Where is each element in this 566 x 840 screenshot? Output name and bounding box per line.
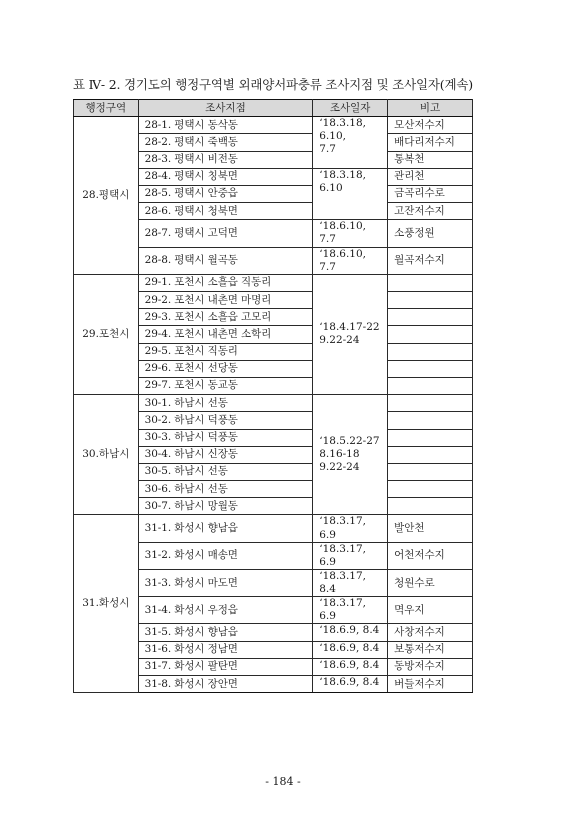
header-site: 조사지점 [138,100,313,117]
date-cell: ‘18.3.18, 6.10, 7.7 [313,117,388,169]
note-cell [388,292,473,309]
site-cell: 30-2. 하남시 덕풍동 [138,412,313,429]
site-cell: 28-4. 평택시 칭북면 [138,168,313,185]
region-cell: 30.하남시 [74,395,139,515]
date-cell: ‘18.6.10, 7.7 [313,247,388,274]
table-body [74,117,473,693]
site-cell: 28-7. 평택시 고덕면 [138,220,313,247]
site-cell: 30-7. 하남시 망월동 [138,498,313,515]
note-cell: 모산저수지 [388,117,473,134]
note-cell: 사창저수지 [388,624,473,641]
survey-table [73,99,473,693]
site-cell: 31-7. 화성시 팔탄면 [138,658,313,675]
date-cell: ‘18.3.17, 8.4 [313,569,388,596]
date-cell: ‘18.4.17-22 9.22-24 [313,274,388,394]
table-row [74,274,473,291]
note-cell: 버들저수지 [388,676,473,693]
note-cell [388,498,473,515]
page-number: - 184 - [265,775,301,788]
site-cell: 30-3. 하남시 덕풍동 [138,429,313,446]
note-cell: 보통저수지 [388,641,473,658]
site-cell: 31-6. 화성시 정남면 [138,641,313,658]
site-cell: 31-3. 화성시 마도면 [138,569,313,596]
site-cell: 28-6. 평택시 청북면 [138,203,313,220]
site-cell: 31-1. 화성시 향남읍 [138,515,313,542]
site-cell: 30-4. 하남시 신장동 [138,446,313,463]
date-cell: ‘18.3.18, 6.10 [313,168,388,220]
note-cell [388,446,473,463]
site-cell: 31-5. 화성시 향남읍 [138,624,313,641]
site-cell: 29-7. 포천시 동교동 [138,377,313,394]
region-cell: 31.화성시 [74,515,139,693]
site-cell: 28-1. 평택시 동삭동 [138,117,313,134]
note-cell: 금곡리수로 [388,185,473,202]
note-cell: 발안천 [388,515,473,542]
site-cell: 29-5. 포천시 직동리 [138,343,313,360]
region-cell: 28.평택시 [74,117,139,275]
site-cell: 28-5. 평택시 안중읍 [138,185,313,202]
note-cell: 소풍정원 [388,220,473,247]
date-cell: ‘18.5.22-27 8.16-18 9.22-24 [313,395,388,515]
table-row [74,395,473,412]
site-cell: 29-2. 포천시 내촌면 마명리 [138,292,313,309]
note-cell [388,343,473,360]
table-row [74,515,473,542]
site-cell: 28-3. 평택시 비전동 [138,151,313,168]
site-cell: 30-6. 하남시 선동 [138,481,313,498]
header-note: 비고 [388,100,473,117]
note-cell [388,377,473,394]
site-cell: 30-1. 하남시 선동 [138,395,313,412]
site-cell: 31-8. 화성시 장안면 [138,676,313,693]
date-cell: ‘18.3.17, 6.9 [313,597,388,624]
note-cell [388,429,473,446]
date-cell: ‘18.3.17, 6.9 [313,542,388,569]
region-cell: 29.포천시 [74,274,139,394]
note-cell: 고잔저수지 [388,203,473,220]
note-cell [388,360,473,377]
header-region: 행정구역 [74,100,139,117]
site-cell: 28-2. 평택시 죽백동 [138,134,313,151]
table-caption: 표 Ⅳ- 2. 경기도의 행정구역별 외래양서파충류 조사지점 및 조사일자(계속) [73,77,473,92]
table-header-row [74,100,473,117]
date-cell: ‘18.6.9, 8.4 [313,641,388,658]
note-cell [388,309,473,326]
note-cell [388,395,473,412]
date-cell: ‘18.6.10, 7.7 [313,220,388,247]
note-cell: 청원수로 [388,569,473,596]
note-cell [388,326,473,343]
site-cell: 30-5. 하남시 선동 [138,463,313,480]
note-cell [388,481,473,498]
site-cell: 28-8. 평택시 월곡동 [138,247,313,274]
note-cell: 배다리저수지 [388,134,473,151]
note-cell [388,463,473,480]
note-cell: 월곡저수지 [388,247,473,274]
table-row [74,117,473,134]
note-cell: 통복천 [388,151,473,168]
note-cell: 동방저수지 [388,658,473,675]
note-cell: 관리천 [388,168,473,185]
site-cell: 31-2. 화성시 매송면 [138,542,313,569]
note-cell: 멱우지 [388,597,473,624]
note-cell [388,412,473,429]
note-cell [388,274,473,291]
note-cell: 어천저수지 [388,542,473,569]
site-cell: 29-1. 포천시 소흘읍 직동리 [138,274,313,291]
site-cell: 31-4. 화성시 우정읍 [138,597,313,624]
date-cell: ‘18.3.17, 6.9 [313,515,388,542]
header-date: 조사일자 [313,100,388,117]
date-cell: ‘18.6.9, 8.4 [313,658,388,675]
site-cell: 29-3. 포천시 소흘읍 고모리 [138,309,313,326]
date-cell: ‘18.6.9, 8.4 [313,624,388,641]
site-cell: 29-6. 포천시 선당동 [138,360,313,377]
date-cell: ‘18.6.9, 8.4 [313,676,388,693]
site-cell: 29-4. 포천시 내촌면 소학리 [138,326,313,343]
